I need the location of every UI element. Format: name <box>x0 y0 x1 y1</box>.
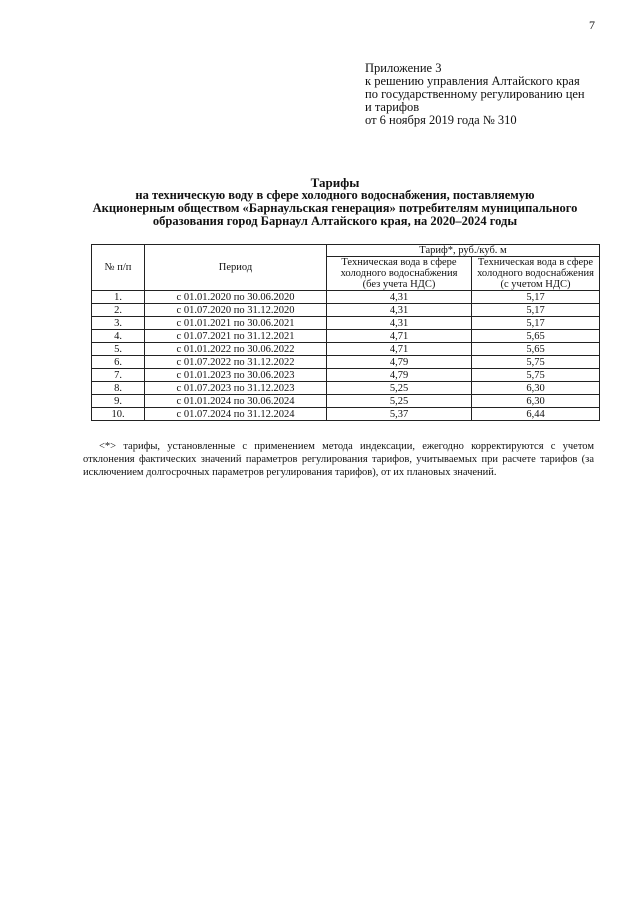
cell-no-vat: 5,25 <box>327 382 472 395</box>
cell-with-vat: 5,65 <box>472 330 600 343</box>
table-row <box>92 291 600 304</box>
header-with-vat-line: (с учетом НДС) <box>500 279 571 290</box>
cell-with-vat: 5,17 <box>472 291 600 304</box>
document-title <box>70 176 600 228</box>
table-row <box>92 343 600 356</box>
table-row <box>92 330 600 343</box>
header-with-vat-line: Техническая вода в сфере <box>477 257 594 268</box>
cell-no-vat: 4,31 <box>327 304 472 317</box>
appendix-line: от 6 ноября 2019 года № 310 <box>365 113 517 127</box>
cell-period: с 01.07.2021 по 31.12.2021 <box>145 330 327 343</box>
cell-num: 9. <box>92 395 145 408</box>
cell-num: 2. <box>92 304 145 317</box>
table-row <box>92 395 600 408</box>
table-row <box>92 382 600 395</box>
title-line: образования город Барнаул Алтайского края, на 2020–2024 годы <box>152 214 518 228</box>
header-no-vat-line: холодного водоснабжения <box>340 268 458 279</box>
title-line: на техническую воду в сфере холодного водоснабжения, поставляемую <box>135 188 535 202</box>
appendix-line: и тарифов <box>365 100 420 114</box>
cell-no-vat: 4,79 <box>327 356 472 369</box>
cell-num: 4. <box>92 330 145 343</box>
cell-num: 6. <box>92 356 145 369</box>
cell-with-vat: 6,30 <box>472 395 600 408</box>
cell-with-vat: 5,17 <box>472 317 600 330</box>
cell-num: 1. <box>92 291 145 304</box>
cell-no-vat: 4,31 <box>327 291 472 304</box>
cell-period: с 01.01.2024 по 30.06.2024 <box>145 395 327 408</box>
cell-period: с 01.07.2022 по 31.12.2022 <box>145 356 327 369</box>
cell-num: 5. <box>92 343 145 356</box>
cell-with-vat: 5,75 <box>472 356 600 369</box>
cell-num: 3. <box>92 317 145 330</box>
cell-num: 8. <box>92 382 145 395</box>
cell-period: с 01.07.2024 по 31.12.2024 <box>145 408 327 421</box>
header-no-vat-line: (без учета НДС) <box>362 279 436 290</box>
cell-num: 7. <box>92 369 145 382</box>
cell-period: с 01.07.2020 по 31.12.2020 <box>145 304 327 317</box>
title-main: Тарифы <box>310 175 360 190</box>
cell-no-vat: 5,37 <box>327 408 472 421</box>
cell-period: с 01.07.2023 по 31.12.2023 <box>145 382 327 395</box>
appendix-line: Приложение 3 <box>365 61 442 75</box>
footnote-text: <*> тарифы, установленные с применением метода индексации, ежегодно корректируются с учетом отклонения фактических значений параметров регулирования тарифов, учитываемых при расчете тарифов (за исключением долгосрочных параметров регулирования тарифов), от их плановых значений. <box>83 441 594 478</box>
header-no-vat <box>327 257 472 291</box>
table-row <box>92 304 600 317</box>
cell-with-vat: 6,30 <box>472 382 600 395</box>
cell-no-vat: 4,79 <box>327 369 472 382</box>
header-no-vat-line: Техническая вода в сфере <box>341 257 457 268</box>
cell-with-vat: 5,17 <box>472 304 600 317</box>
table-row <box>92 369 600 382</box>
title-line: Акционерным обществом «Барнаульская генерация» потребителям муниципального <box>92 201 578 215</box>
header-num: № п/п <box>92 245 145 291</box>
cell-no-vat: 4,71 <box>327 343 472 356</box>
tariff-table <box>91 244 600 421</box>
header-period: Период <box>145 245 327 291</box>
cell-with-vat: 6,44 <box>472 408 600 421</box>
footnote <box>83 440 594 479</box>
page-number: 7 <box>589 18 595 32</box>
cell-period: с 01.01.2021 по 30.06.2021 <box>145 317 327 330</box>
cell-no-vat: 4,71 <box>327 330 472 343</box>
cell-period: с 01.01.2020 по 30.06.2020 <box>145 291 327 304</box>
appendix-line: по государственному регулированию цен <box>365 87 585 101</box>
cell-num: 10. <box>92 408 145 421</box>
appendix-header <box>365 62 585 127</box>
cell-with-vat: 5,75 <box>472 369 600 382</box>
header-with-vat-line: холодного водоснабжения <box>477 268 594 279</box>
table-row <box>92 356 600 369</box>
table-row <box>92 317 600 330</box>
cell-no-vat: 4,31 <box>327 317 472 330</box>
appendix-line: к решению управления Алтайского края <box>365 74 580 88</box>
cell-period: с 01.01.2022 по 30.06.2022 <box>145 343 327 356</box>
table-row <box>92 408 600 421</box>
cell-with-vat: 5,65 <box>472 343 600 356</box>
header-tariff-group: Тариф*, руб./куб. м <box>327 245 600 257</box>
cell-period: с 01.01.2023 по 30.06.2023 <box>145 369 327 382</box>
header-with-vat <box>472 257 600 291</box>
cell-no-vat: 5,25 <box>327 395 472 408</box>
